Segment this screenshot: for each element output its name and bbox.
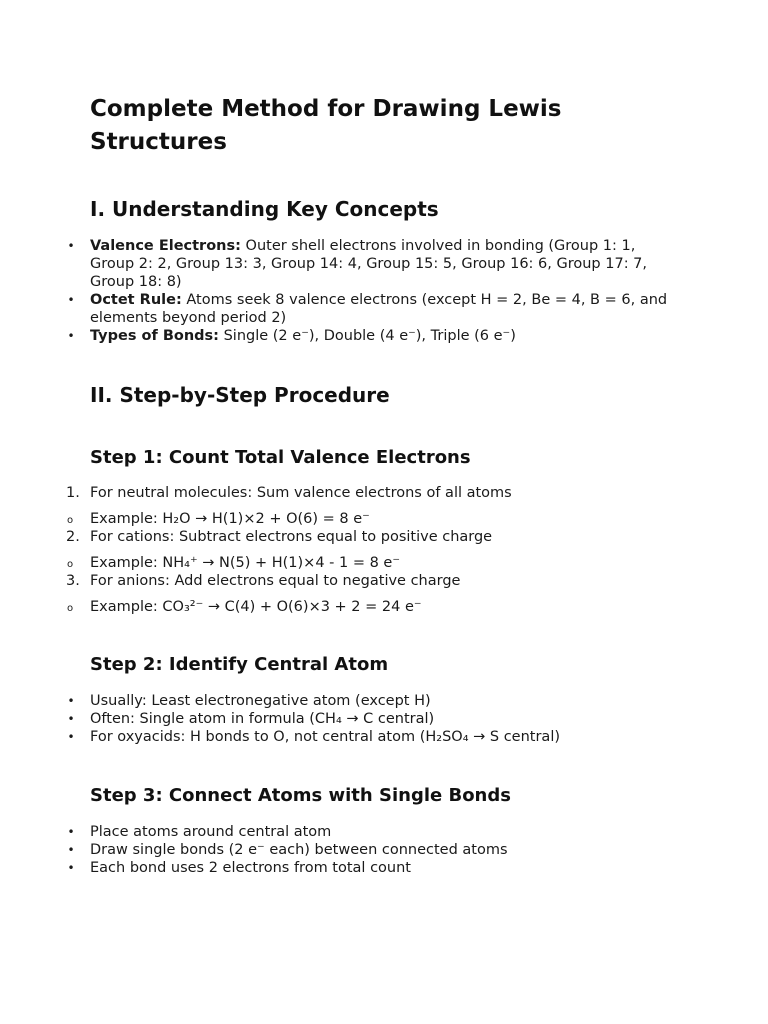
step-heading-2: Step 2: Identify Central Atom [90, 654, 389, 675]
bullet-icon: • [67, 239, 75, 253]
bullet-icon: • [67, 293, 75, 307]
list-item [67, 859, 690, 877]
term-description: Outer shell electrons involved in bonding (Group 1: 1, Group 2: 2, Group 13: 3, Group 14: 4, Group 15: 5, Group 16: 6, Group 17: 7, Group 18: 8) [90, 238, 648, 290]
item-text: For oxyacids: H bonds to O, not central atom (H₂SO₄ → S central) [90, 729, 561, 745]
list-item [66, 484, 690, 528]
list-item [67, 728, 690, 746]
bullet-icon: • [67, 843, 75, 857]
step-heading-1: Step 1: Count Total Valence Electrons [90, 447, 471, 468]
list-item [67, 291, 680, 327]
item-text: Usually: Least electronegative atom (except H) [90, 693, 431, 709]
item-number: 3. [66, 573, 80, 589]
document-content [66, 93, 690, 877]
item-text: For cations: Subtract electrons equal to positive charge [90, 529, 493, 545]
example-text: Example: CO₃²⁻ → C(4) + O(6)×3 + 2 = 24 e⁻ [90, 599, 422, 615]
bullet-icon: • [67, 694, 75, 708]
sub-bullet-icon: o [67, 515, 74, 526]
step3-list [67, 823, 690, 877]
sub-list-item [67, 598, 690, 616]
sub-bullet-icon: o [67, 559, 74, 570]
bullet-icon: • [67, 825, 75, 839]
term-description: Single (2 e⁻), Double (4 e⁻), Triple (6 e⁻) [218, 328, 516, 344]
list-item [67, 710, 690, 728]
bullet-icon: • [67, 861, 75, 875]
list-item [67, 841, 690, 859]
item-text: Often: Single atom in formula (CH₄ → C central) [90, 711, 435, 727]
bullet-icon: • [67, 730, 75, 744]
item-text: Place atoms around central atom [90, 824, 332, 840]
item-text: Draw single bonds (2 e⁻ each) between connected atoms [90, 842, 508, 858]
key-concepts-list [67, 237, 680, 345]
bullet-icon: • [67, 712, 75, 726]
term-description: Atoms seek 8 valence electrons (except H = 2, Be = 4, B = 6, and elements beyond period 2) [90, 292, 668, 326]
example-text: Example: NH₄⁺ → N(5) + H(1)×4 - 1 = 8 e⁻ [90, 555, 401, 571]
item-text: For anions: Add electrons equal to negative charge [90, 573, 461, 589]
section-heading-key-concepts: I. Understanding Key Concepts [90, 197, 439, 221]
item-number: 2. [66, 529, 80, 545]
list-item [67, 327, 680, 345]
step2-list [67, 692, 690, 746]
bullet-icon: • [67, 329, 75, 343]
term-label: Valence Electrons: [90, 238, 241, 254]
term-label: Octet Rule: [90, 292, 182, 308]
step-heading-3: Step 3: Connect Atoms with Single Bonds [90, 785, 511, 806]
list-item [67, 692, 690, 710]
term-label: Types of Bonds: [90, 328, 219, 344]
list-item [67, 823, 690, 841]
sub-list-item [67, 554, 690, 572]
list-item [67, 237, 680, 291]
item-number: 1. [66, 485, 80, 501]
item-text: For neutral molecules: Sum valence electrons of all atoms [90, 485, 512, 501]
example-text: Example: H₂O → H(1)×2 + O(6) = 8 e⁻ [90, 511, 370, 527]
sub-bullet-icon: o [67, 603, 74, 614]
sub-list-item [67, 510, 690, 528]
section-heading-procedure: II. Step-by-Step Procedure [90, 383, 390, 407]
item-text: Each bond uses 2 electrons from total count [90, 860, 411, 876]
page-title: Complete Method for Drawing Lewis Structures [90, 96, 562, 155]
step1-list [66, 484, 690, 616]
list-item [66, 528, 690, 572]
list-item [66, 572, 690, 616]
